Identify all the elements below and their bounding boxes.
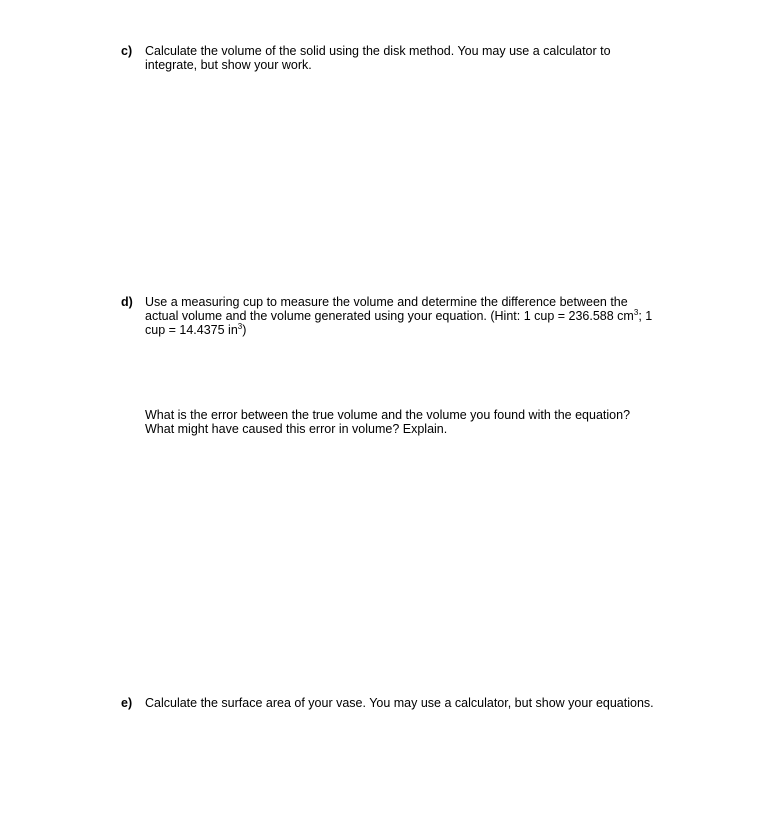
question-c-text <box>145 44 715 72</box>
question-d-line-3 <box>145 323 715 337</box>
question-d-line-3-tail: ) <box>242 323 247 337</box>
question-e-label: e) <box>121 696 133 710</box>
question-e-text <box>145 696 715 710</box>
question-d-label: d) <box>121 295 133 309</box>
question-d-line-2 <box>145 309 715 323</box>
question-d-followup-line-1: What is the error between the true volume and the volume you found with the equation? <box>145 408 631 422</box>
question-c-line-2: integrate, but show your work. <box>145 58 312 72</box>
question-d-text <box>145 295 715 337</box>
question-d-followup-text <box>145 408 715 436</box>
question-c-line-1: Calculate the volume of the solid using the disk method. You may use a calculator to <box>145 44 611 58</box>
question-d-followup-line-2: What might have caused this error in volume? Explain. <box>145 422 448 436</box>
cm-cubed-exponent: 3 <box>633 307 639 317</box>
question-d-line-1: Use a measuring cup to measure the volume and determine the difference between the <box>145 295 628 309</box>
in-cubed-exponent: 3 <box>237 321 243 331</box>
question-d-line-3-main: cup = 14.4375 in <box>145 323 238 337</box>
question-d-line-2-main: actual volume and the volume generated using your equation. (Hint: 1 cup = 236.588 cm <box>145 309 634 323</box>
question-d-line-2-tail: ; 1 <box>638 309 653 323</box>
question-e-line-1: Calculate the surface area of your vase. You may use a calculator, but show your equations. <box>145 696 654 710</box>
question-c-label: c) <box>121 44 133 58</box>
